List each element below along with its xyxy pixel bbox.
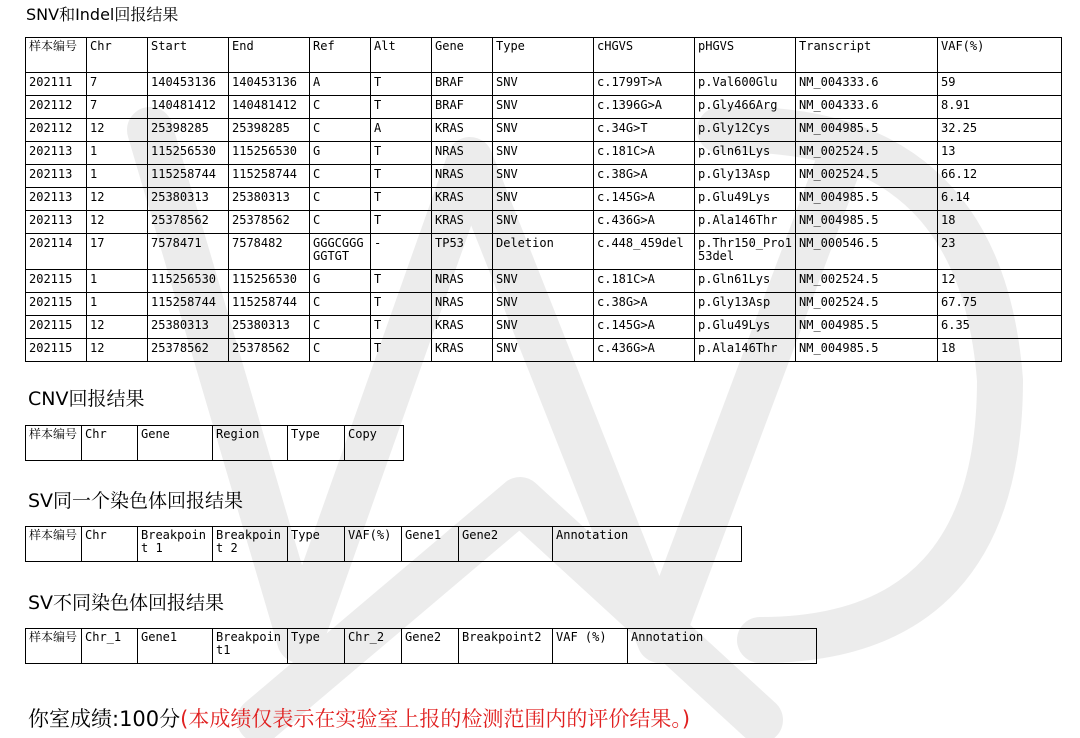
snv_section-header-cell: Type: [493, 38, 594, 73]
sv_diff_section-header-cell: Gene1: [138, 629, 213, 664]
snv-table-row: [26, 339, 1062, 362]
cnv_section-header-cell: Gene: [138, 426, 213, 461]
snv-table-cell: 202113: [26, 142, 87, 165]
sv_diff_section-header-cell: Breakpoint1: [213, 629, 288, 664]
snv-table-cell: SNV: [493, 211, 594, 234]
snv-table-cell: 202115: [26, 339, 87, 362]
sv-diff-section-title: SV不同染色体回报结果: [28, 592, 225, 614]
snv-section-title: SNV和Indel回报结果: [26, 5, 179, 24]
sv_diff_section-header-cell: VAF (%): [553, 629, 628, 664]
snv-table-cell: 12: [87, 119, 148, 142]
cnv_section-header-cell: 样本编号: [26, 426, 82, 461]
snv-table-cell: T: [371, 142, 432, 165]
cnv_section-header-cell: Chr: [82, 426, 138, 461]
snv-table-cell: 25378562: [229, 339, 310, 362]
snv-table-cell: NM_004333.6: [796, 96, 938, 119]
snv-table-cell: NM_002524.5: [796, 293, 938, 316]
sv_diff_section-header-cell: Type: [288, 629, 345, 664]
snv-table-cell: 115256530: [148, 142, 229, 165]
snv-table-cell: 115258744: [229, 165, 310, 188]
snv-table-cell: 202112: [26, 96, 87, 119]
snv-table-cell: 202114: [26, 234, 87, 270]
snv-table-row: [26, 119, 1062, 142]
snv-table-cell: c.436G>A: [594, 339, 695, 362]
cnv-table: [25, 425, 404, 461]
snv-table-row: [26, 211, 1062, 234]
snv-table-cell: 115256530: [229, 270, 310, 293]
snv-table-cell: 115258744: [148, 165, 229, 188]
snv-table-cell: SNV: [493, 96, 594, 119]
snv-table-cell: 202112: [26, 119, 87, 142]
snv-table-cell: -: [371, 234, 432, 270]
snv-table-cell: TP53: [432, 234, 493, 270]
snv-table-cell: SNV: [493, 293, 594, 316]
sv_same_section-header-cell: Type: [288, 527, 345, 562]
snv-table-cell: p.Glu49Lys: [695, 316, 796, 339]
snv-table-cell: NRAS: [432, 293, 493, 316]
snv-table-cell: 202113: [26, 211, 87, 234]
snv_section-header-cell: Alt: [371, 38, 432, 73]
sv_diff_section-header-cell: Annotation: [628, 629, 817, 664]
snv-table-cell: c.38G>A: [594, 165, 695, 188]
snv-table: [25, 37, 1062, 362]
snv-table-cell: BRAF: [432, 73, 493, 96]
cnv-section-title: CNV回报结果: [28, 388, 145, 410]
snv_section-header-cell: End: [229, 38, 310, 73]
snv-table-cell: SNV: [493, 316, 594, 339]
cnv-header-row: [26, 426, 404, 461]
snv-table-cell: C: [310, 293, 371, 316]
snv-table-cell: 7: [87, 96, 148, 119]
snv-table-cell: 7578482: [229, 234, 310, 270]
snv-table-cell: NM_004985.5: [796, 339, 938, 362]
snv-table-cell: 8.91: [938, 96, 1062, 119]
sv_diff_section-header-cell: Chr_1: [82, 629, 138, 664]
snv-table-cell: 59: [938, 73, 1062, 96]
snv-table-cell: KRAS: [432, 339, 493, 362]
snv-table-cell: NM_004333.6: [796, 73, 938, 96]
cnv_section-header-cell: Copy: [345, 426, 404, 461]
snv_section-header-cell: Transcript: [796, 38, 938, 73]
snv-table-cell: 202115: [26, 293, 87, 316]
snv-table-cell: p.Glu49Lys: [695, 188, 796, 211]
snv-table-cell: 140481412: [148, 96, 229, 119]
snv-table-cell: 115258744: [229, 293, 310, 316]
snv-table-row: [26, 73, 1062, 96]
snv-table-row: [26, 165, 1062, 188]
snv-table-cell: NRAS: [432, 165, 493, 188]
snv-table-cell: T: [371, 165, 432, 188]
sv-same-table: [25, 526, 742, 562]
snv-table-cell: Deletion: [493, 234, 594, 270]
snv-table-cell: SNV: [493, 188, 594, 211]
snv-table-cell: T: [371, 211, 432, 234]
snv-table-cell: KRAS: [432, 316, 493, 339]
snv-table-cell: 23: [938, 234, 1062, 270]
sv_diff_section-header-cell: Breakpoint2: [459, 629, 553, 664]
snv-table-cell: NM_004985.5: [796, 119, 938, 142]
snv-table-cell: T: [371, 96, 432, 119]
snv-table-cell: NM_002524.5: [796, 165, 938, 188]
snv_section-header-cell: 样本编号: [26, 38, 87, 73]
snv-table-cell: C: [310, 339, 371, 362]
snv-table-cell: c.38G>A: [594, 293, 695, 316]
snv-table-cell: C: [310, 188, 371, 211]
snv-table-cell: A: [371, 119, 432, 142]
snv-table-cell: 6.14: [938, 188, 1062, 211]
snv-table-cell: c.181C>A: [594, 270, 695, 293]
snv_section-header-cell: VAF(%): [938, 38, 1062, 73]
snv-table-cell: 6.35: [938, 316, 1062, 339]
snv-table-cell: 18: [938, 339, 1062, 362]
sv_diff_section-header-cell: Chr_2: [345, 629, 402, 664]
snv-table-cell: C: [310, 119, 371, 142]
snv-table-row: [26, 188, 1062, 211]
snv-table-cell: c.1799T>A: [594, 73, 695, 96]
snv-table-cell: T: [371, 339, 432, 362]
snv-table-cell: 7: [87, 73, 148, 96]
snv-table-cell: SNV: [493, 165, 594, 188]
snv-table-row: [26, 96, 1062, 119]
sv_same_section-header-cell: Breakpoint 2: [213, 527, 288, 562]
snv-table-row: [26, 142, 1062, 165]
sv_same_section-header-cell: Annotation: [553, 527, 742, 562]
snv-table-cell: BRAF: [432, 96, 493, 119]
snv-table-cell: 202115: [26, 270, 87, 293]
snv-table-cell: c.145G>A: [594, 316, 695, 339]
snv-table-cell: SNV: [493, 339, 594, 362]
final-score-line: [28, 703, 690, 733]
snv-table-cell: c.34G>T: [594, 119, 695, 142]
sv_same_section-header-cell: Breakpoint 1: [138, 527, 213, 562]
snv-table-cell: NRAS: [432, 270, 493, 293]
snv-table-cell: 25380313: [229, 316, 310, 339]
snv_section-header-cell: cHGVS: [594, 38, 695, 73]
snv-table-cell: T: [371, 270, 432, 293]
snv-table-cell: T: [371, 316, 432, 339]
snv-table-cell: 202113: [26, 165, 87, 188]
snv-table-cell: 140453136: [148, 73, 229, 96]
snv-table-cell: 25380313: [148, 188, 229, 211]
snv-table-cell: GGGCGGGGGTGT: [310, 234, 371, 270]
snv-table-cell: 12: [87, 188, 148, 211]
snv-table-cell: p.Gly12Cys: [695, 119, 796, 142]
snv_section-header-cell: Gene: [432, 38, 493, 73]
snv-table-cell: KRAS: [432, 119, 493, 142]
snv-table-cell: p.Thr150_Pro153del: [695, 234, 796, 270]
snv-table-cell: 1: [87, 293, 148, 316]
snv-table-cell: 66.12: [938, 165, 1062, 188]
snv-table-cell: 115256530: [148, 270, 229, 293]
sv_same_section-header-cell: Chr: [82, 527, 138, 562]
snv-table-cell: SNV: [493, 73, 594, 96]
snv-table-cell: c.1396G>A: [594, 96, 695, 119]
snv-table-cell: 67.75: [938, 293, 1062, 316]
snv-table-cell: 18: [938, 211, 1062, 234]
snv-table-cell: 12: [87, 339, 148, 362]
snv-table-cell: KRAS: [432, 211, 493, 234]
snv-table-cell: NM_004985.5: [796, 211, 938, 234]
snv-table-cell: SNV: [493, 270, 594, 293]
snv-table-cell: p.Val600Glu: [695, 73, 796, 96]
snv-table-cell: 7578471: [148, 234, 229, 270]
snv-table-cell: 202115: [26, 316, 87, 339]
snv-table-cell: 25380313: [148, 316, 229, 339]
snv-table-cell: T: [371, 293, 432, 316]
snv-table-cell: 1: [87, 165, 148, 188]
cnv_section-header-cell: Type: [288, 426, 345, 461]
sv_same_section-header-cell: Gene1: [402, 527, 459, 562]
snv-table-cell: p.Gly13Asp: [695, 165, 796, 188]
snv-table-cell: NM_004985.5: [796, 316, 938, 339]
snv-table-cell: 202113: [26, 188, 87, 211]
snv-table-body: [26, 73, 1062, 362]
snv_section-header-cell: pHGVS: [695, 38, 796, 73]
snv-table-cell: c.436G>A: [594, 211, 695, 234]
snv-table-cell: 13: [938, 142, 1062, 165]
snv-table-cell: 115256530: [229, 142, 310, 165]
snv-table-cell: 25378562: [229, 211, 310, 234]
snv-table-cell: 12: [938, 270, 1062, 293]
snv-table-cell: 202111: [26, 73, 87, 96]
snv-table-cell: NM_002524.5: [796, 142, 938, 165]
sv_same_section-header-cell: 样本编号: [26, 527, 82, 562]
snv-header-row: [26, 38, 1062, 73]
snv-table-cell: C: [310, 165, 371, 188]
snv-table-cell: 25378562: [148, 339, 229, 362]
snv-table-cell: 1: [87, 142, 148, 165]
snv-table-cell: NM_002524.5: [796, 270, 938, 293]
snv-table-row: [26, 316, 1062, 339]
sv-diff-table: [25, 628, 817, 664]
snv-table-cell: 12: [87, 211, 148, 234]
snv-table-row: [26, 270, 1062, 293]
snv-table-cell: NM_004985.5: [796, 188, 938, 211]
snv-table-cell: SNV: [493, 119, 594, 142]
snv-table-row: [26, 293, 1062, 316]
snv-table-cell: 12: [87, 316, 148, 339]
sv_same_section-header-cell: VAF(%): [345, 527, 402, 562]
snv-table-cell: 115258744: [148, 293, 229, 316]
sv_same_section-header-cell: Gene2: [459, 527, 553, 562]
snv-table-cell: p.Ala146Thr: [695, 211, 796, 234]
snv-table-cell: 140481412: [229, 96, 310, 119]
snv-table-cell: 25378562: [148, 211, 229, 234]
snv-table-cell: KRAS: [432, 188, 493, 211]
snv-table-row: [26, 234, 1062, 270]
snv-table-cell: G: [310, 142, 371, 165]
snv-table-cell: A: [310, 73, 371, 96]
sv_diff_section-header-cell: Gene2: [402, 629, 459, 664]
snv-table-cell: C: [310, 96, 371, 119]
snv-table-cell: 17: [87, 234, 148, 270]
snv-table-cell: G: [310, 270, 371, 293]
snv-table-cell: SNV: [493, 142, 594, 165]
snv_section-header-cell: Ref: [310, 38, 371, 73]
snv-table-cell: 32.25: [938, 119, 1062, 142]
snv-table-cell: p.Gln61Lys: [695, 142, 796, 165]
cnv_section-header-cell: Region: [213, 426, 288, 461]
snv-table-cell: 25380313: [229, 188, 310, 211]
snv-table-cell: p.Gly13Asp: [695, 293, 796, 316]
sv_diff_section-header-cell: 样本编号: [26, 629, 82, 664]
snv-table-cell: p.Ala146Thr: [695, 339, 796, 362]
snv_section-header-cell: Start: [148, 38, 229, 73]
snv-table-cell: 25398285: [148, 119, 229, 142]
snv-table-cell: T: [371, 188, 432, 211]
snv_section-header-cell: Chr: [87, 38, 148, 73]
sv-diff-header-row: [26, 629, 817, 664]
snv-table-cell: c.145G>A: [594, 188, 695, 211]
snv-table-cell: C: [310, 211, 371, 234]
snv-table-cell: T: [371, 73, 432, 96]
sv-same-header-row: [26, 527, 742, 562]
snv-table-cell: c.448_459del: [594, 234, 695, 270]
snv-table-cell: NM_000546.5: [796, 234, 938, 270]
snv-table-cell: 25398285: [229, 119, 310, 142]
snv-table-cell: 1: [87, 270, 148, 293]
snv-table-cell: C: [310, 316, 371, 339]
snv-table-cell: NRAS: [432, 142, 493, 165]
snv-table-cell: p.Gly466Arg: [695, 96, 796, 119]
final-score-note: (本成绩仅表示在实验室上报的检测范围内的评价结果。): [180, 707, 691, 731]
final-score-label: 你室成绩:100分: [28, 707, 181, 731]
snv-table-cell: 140453136: [229, 73, 310, 96]
snv-table-cell: p.Gln61Lys: [695, 270, 796, 293]
snv-table-cell: c.181C>A: [594, 142, 695, 165]
sv-same-section-title: SV同一个染色体回报结果: [28, 490, 244, 512]
